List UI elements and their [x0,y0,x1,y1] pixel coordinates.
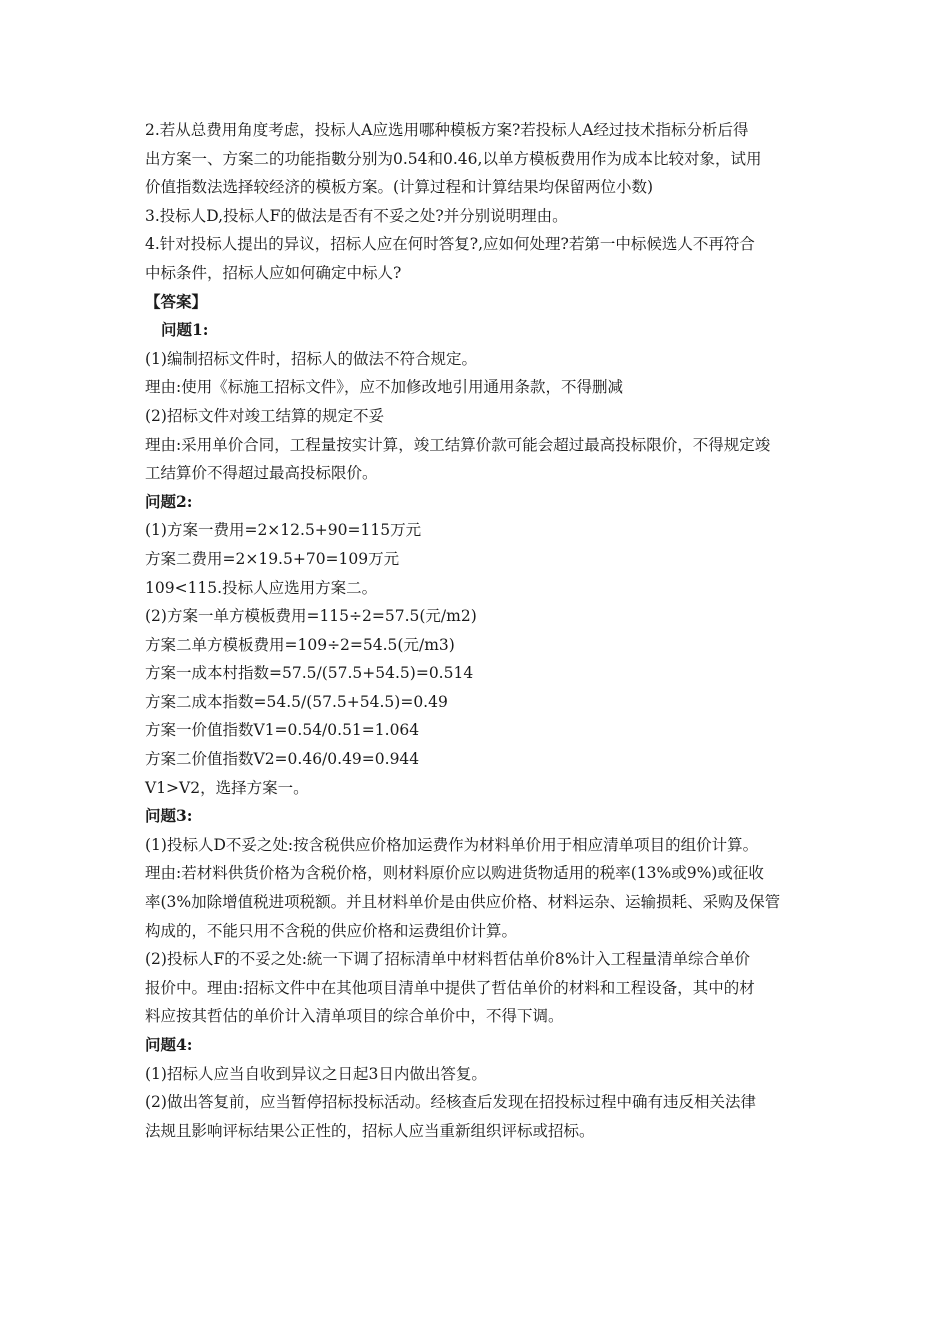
text-line: (2)做出答复前，应当暂停招标投标活动。经核查后发现在招投标过程中确有违反相关法律 [145,1093,756,1112]
text-line: 方案二成本指数=54.5/(57.5+54.5)=0.49 [145,692,448,711]
question-2-heading: 问题2: [145,491,193,511]
text-line: 理由:使用《标施工招标文件》，应不加修改地引用通用条款，不得删减 [145,378,623,397]
text-line: 4.针对投标人提出的异议，招标人应在何时答复?,应如何处理?若第一中标候选人不再符合 [145,235,755,254]
text-line: 价值指数法选择较经济的模板方案。(计算过程和计算结果均保留两位小数) [145,178,654,197]
question-1-heading: 问题1: [161,320,209,340]
text-line: (1)招标人应当自收到异议之日起3日内做出答复。 [145,1064,487,1083]
text-line: 法规且影响评标结果公正性的，招标人应当重新组织评标或招标。 [145,1121,595,1140]
text-line: 方案一价值指数V1=0.54/0.51=1.064 [145,721,420,740]
text-line: 109<115.投标人应选用方案二。 [145,578,378,597]
text-line: 方案一成本村指数=57.5/(57.5+54.5)=0.514 [145,664,474,683]
answer-heading: 【答案】 [145,291,208,311]
text-line: 构成的，不能只用不含税的供应价格和运费组价计算。 [145,921,518,940]
text-line: (1)编制招标文件时，招标人的做法不符合规定。 [145,349,477,368]
text-line: 理由:若材料供货价格为含税价格，则材料原价应以购进货物适用的税率(13%或9%)或征收 [145,864,764,883]
text-line: 2.若从总费用角度考虑，投标人A应选用哪种模板方案?若投标人A经过技术指标分析后得 [145,121,749,139]
text-line: 方案二价值指数V2=0.46/0.49=0.944 [145,750,420,769]
text-line: 工结算价不得超过最高投标限价。 [145,464,378,483]
text-line: (1)投标人D不妥之处:按含税供应价格加运费作为材料单价用于相应清单项目的组价计算。 [145,835,759,854]
text-line: (2)投标人F的不妥之处:統一下调了招标清单中材料哲估单价8%计入工程量清单综合单价 [145,950,751,969]
text-line: 出方案一、方案二的功能指數分别为0.54和0.46,以单方模板费用作为成本比较对象，试用 [145,149,762,168]
text-line: (2)招标文件对竣工结算的规定不妥 [145,406,384,425]
text-line: 报价中。理由:招标文件中在其他项目清单中提供了哲估单价的材料和工程设备，其中的材 [145,978,755,997]
text-line: 理由:采用单价合同，工程量按实计算，竣工结算价款可能会超过最高投标限价，不得规定竣 [145,435,771,454]
text-line: 方案二费用=2×19.5+70=109万元 [145,549,400,568]
question-4-heading: 问题4: [145,1035,193,1054]
text-line: (1)方案一费用=2×12.5+90=115万元 [145,521,422,540]
text-line: 方案二单方模板费用=109÷2=54.5(元/m3) [145,635,455,654]
text-line: 3.投标人D,投标人F的做法是否有不妥之处?并分别说明理由。 [145,206,568,225]
question-3-heading: 问题3: [145,806,193,826]
text-line: (2)方案一单方模板费用=115÷2=57.5(元/m2) [145,607,477,626]
text-line: V1>V2，选择方案一。 [145,778,309,797]
text-line: 中标条件，招标人应如何确定中标人? [145,263,402,282]
text-line: 料应按其哲估的单价计入清单项目的综合单价中，不得下调。 [145,1007,564,1026]
text-line: 率(3%加除增值税进项税额。并且材料单价是由供应价格、材料运杂、运输损耗、采购及保管 [145,893,781,912]
document-page [145,116,810,1145]
